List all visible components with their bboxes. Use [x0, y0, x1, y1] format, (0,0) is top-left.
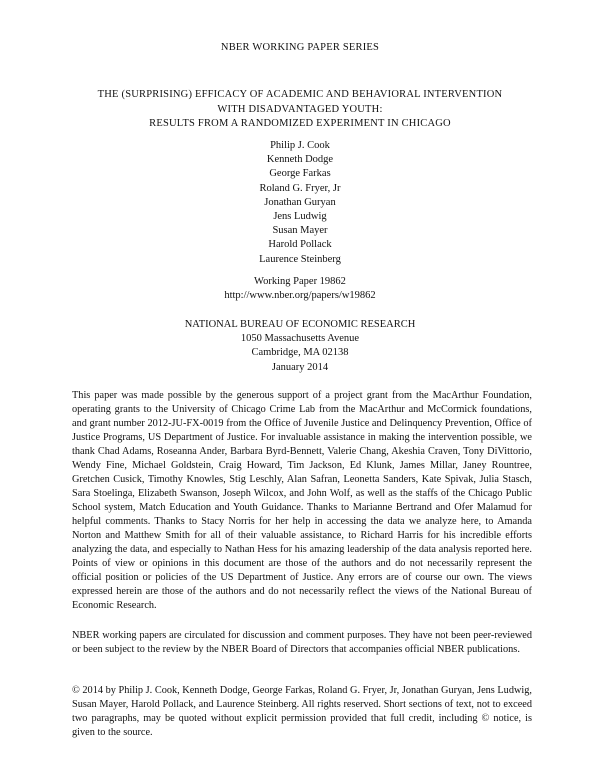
author-name: Harold Pollack	[268, 239, 332, 251]
paper-title	[0, 88, 600, 132]
author-name: Susan Mayer	[272, 225, 328, 237]
author-name: Jonathan Guryan	[264, 196, 336, 208]
author-name: Jens Ludwig	[273, 211, 327, 223]
publisher-city: Cambridge, MA 02138	[251, 347, 349, 359]
title-line-2: WITH DISADVANTAGED YOUTH:	[217, 103, 383, 115]
publisher-block	[0, 318, 600, 375]
author-name: Philip J. Cook	[270, 140, 330, 151]
working-paper-notice: NBER working papers are circulated for discussion and comment purposes. They have not been peer-reviewed or been subject to the review by the NBER Board of Directors that accompanies official NBER publications.	[72, 630, 532, 655]
author-list	[0, 139, 600, 267]
copyright-notice: © 2014 by Philip J. Cook, Kenneth Dodge, George Farkas, Roland G. Fryer, Jr, Jonathan Guryan, Jens Ludwig, Susan Mayer, Harold Pollack, and Laurence Steinberg. All rights reserved. Short sections of text, not to exceed two paragraphs, may be quoted without explicit permission provided that full credit, including © notice, is given to the source.	[72, 685, 532, 738]
publisher-name: NATIONAL BUREAU OF ECONOMIC RESEARCH	[184, 319, 416, 330]
acknowledgments-paragraph: This paper was made possible by the generous support of a project grant from the MacArthur Foundation, operating grants to the University of Chicago Crime Lab from the MacArthur and McCormick foundations, and grant number 2012-JU-FX-0019 from the Office of Juvenile Justice and Delinquency Prevention, Office of Justice Programs, US Department of Justice. For invaluable assistance in making the intervention possible, we thank Chad Adams, Roseanna Ander, Barbara Byrd-Bennett, Valerie Chang, Akeshia Craven, Tony DiVittorio, Wendy Fine, Michael Goldstein, Craig Howard, Tim Jackson, Ed Klunk, James Millar, Janey Rountree, Gretchen Cusick, Timothy Knowles, Stig Leschly, Alan Safran, Leonetta Sanders, Kate Spivak, Julia Stasch, Sara Stoelinga, Elizabeth Swanson, Joseph Wilcox, and John Wolf, as well as the staffs of the Chicago Public School system, Match Education and Youth Guidance. Thanks to Marianne Bertrand and Ofer Malamud for helpful comments. Thanks to Stacy Norris for her help in accessing the data we analyze here, to Amanda Norton and Matthew Smith for all of their valuable assistance, to Richard Harris for his incredible efforts analyzing the data, and especially to Nathan Hess for his amazing leadership of the data analysis reported here. Points of view or opinions in this document are those of the authors and do not necessarily represent the official position or policies of the US Department of Justice. Any errors are of course our own. The views expressed herein are those of the authors and do not necessarily reflect the views of the National Bureau of Economic Research.	[72, 390, 532, 611]
title-line-1: THE (SURPRISING) EFFICACY OF ACADEMIC AND BEHAVIORAL INTERVENTION	[97, 89, 503, 100]
author-name: George Farkas	[269, 168, 331, 180]
working-paper-url[interactable]: http://www.nber.org/papers/w19862	[224, 290, 376, 302]
publication-date: January 2014	[271, 361, 329, 373]
title-line-3: RESULTS FROM A RANDOMIZED EXPERIMENT IN CHICAGO	[149, 118, 451, 129]
working-paper-info	[0, 275, 600, 303]
author-name: Roland G. Fryer, Jr	[259, 182, 341, 194]
author-name: Kenneth Dodge	[266, 154, 334, 166]
publisher-street: 1050 Massachusetts Avenue	[240, 333, 360, 345]
working-paper-number: Working Paper 19862	[254, 276, 346, 287]
series-heading: NBER WORKING PAPER SERIES	[220, 42, 380, 53]
author-name: Laurence Steinberg	[259, 253, 341, 265]
